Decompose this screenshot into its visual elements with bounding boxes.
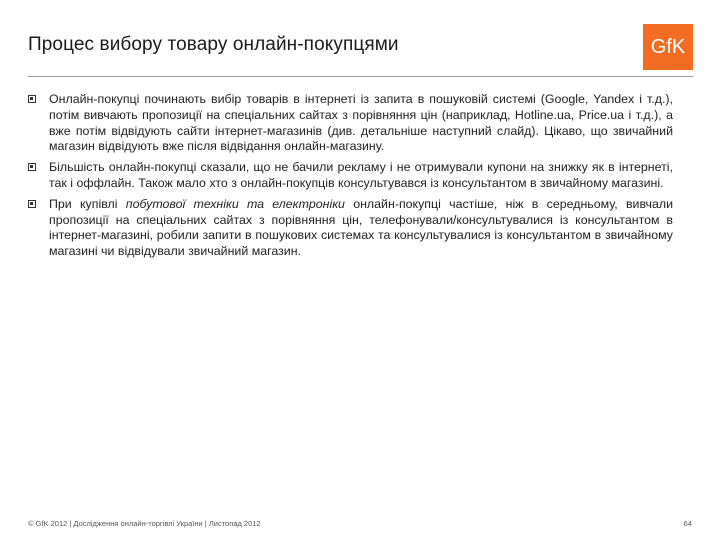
checkbox-bullet-icon [28,200,36,208]
footer-copyright: © GfK 2012 | Дослідження онлайн-торгівлі України | Листопад 2012 [28,519,261,528]
bullet-list [28,92,673,265]
page-number: 64 [683,519,692,528]
title-divider [28,76,693,77]
bullet-text-before: При купівлі [49,196,126,211]
bullet-text: Більшість онлайн-покупці сказали, що не бачили рекламу і не отримували купони на знижку як в інтернеті, так і оффлайн. Також мало хто з онлайн-покупців консультувався із консультантом в звичайному магазині. [49,160,673,190]
bullet-text-emphasis: побутової техніки та електроніки [125,196,345,211]
bullet-text-after: онлайн-покупці частіше, ніж в середньому, вивчали пропозиції на спеціальних сайтах з порівняння цін, телефонували/консультувалися із консультантом в інтернет-магазині, робили запити в пошукових системах та консультувалися із консультантом в звичайному магазині чи відвідували звичайний магазин. [49,196,673,259]
bullet-item [28,197,673,260]
bullet-text: Онлайн-покупці починають вибір товарів в інтернеті із запита в пошуковій системі (Google, Yandex і т.д.), потім вивчають пропозиції на спеціальних сайтах з порівняння цін (наприклад, Hotline.ua, Price.ua і т.д.), а вже потім відвідують сайти інтернет-магазинів (див. детальніше наступний слайд). Цікаво, що звичайний магазин відвідують вже після відвідання онлайн-магазину. [49,92,673,154]
checkbox-bullet-icon [28,95,36,103]
slide-title: Процес вибору товару онлайн-покупцями [28,34,399,55]
bullet-item [28,92,673,155]
checkbox-bullet-icon [28,163,36,171]
gfk-logo: GfK [643,24,693,70]
bullet-item [28,160,673,192]
